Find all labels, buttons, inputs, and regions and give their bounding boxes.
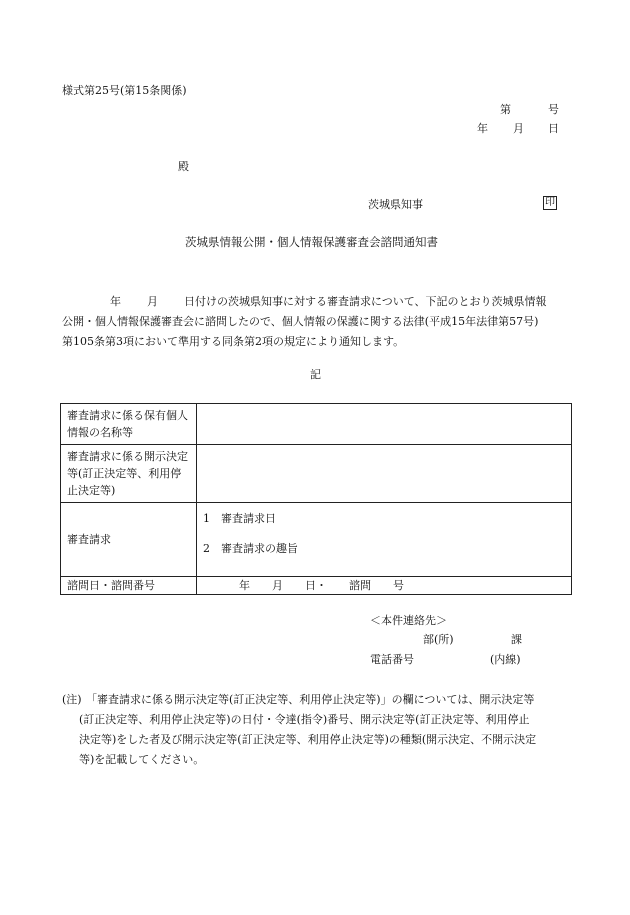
contact-heading: ＜本件連絡先＞: [370, 614, 447, 627]
seal-mark: 印: [545, 197, 555, 208]
date-year-label: 年: [477, 122, 488, 135]
date-month-label: 月: [513, 122, 524, 135]
request-purpose-item: 2 審査請求の趣旨: [203, 542, 298, 555]
recipient-honorific: 殿: [178, 160, 189, 173]
footnote-line-3: 決定等)をした者及び開示決定等(訂正決定等、利用停止決定等)の種類(開示決定、不開示決定: [79, 733, 537, 746]
contact-section: 課: [511, 633, 522, 646]
date-day-label: 日: [548, 122, 559, 135]
inquiry-table: [60, 403, 572, 595]
body-line-1: [62, 292, 582, 312]
request-date-item: 1 審査請求日: [203, 512, 276, 525]
number-label-go: 号: [548, 103, 559, 116]
footnote-line-2: (訂正決定等、利用停止決定等)の日付・令達(指令)番号、開示決定等(訂正決定等、利用停止: [79, 713, 530, 726]
contact-dept: 部(所): [423, 633, 454, 646]
footnote-line-1: [62, 690, 582, 710]
body-line-2: 公開・個人情報保護審査会に諮問したので、個人情報の保護に関する法律(平成15年法律第57号): [62, 315, 539, 328]
footnote: [62, 690, 582, 770]
body-year: 年: [110, 295, 121, 308]
body-line-1-text: 日付けの茨城県知事に対する審査請求について、下記のとおり茨城県情報: [184, 295, 547, 308]
footnote-line-4: 等)を記載してください。: [79, 753, 205, 766]
table-row: [61, 503, 572, 577]
number-label-dai: 第: [500, 103, 511, 116]
row-label-disclosure-decision: 審査請求に係る開示決定等(訂正決定等、利用停止決定等): [61, 445, 197, 503]
footnote-first-line: 「審査請求に係る開示決定等(訂正決定等、利用停止決定等)」の欄については、開示決定等: [86, 693, 535, 706]
contact-phone-label: 電話番号: [370, 653, 414, 666]
row-value-personal-info: [197, 404, 572, 445]
body-paragraph: [62, 292, 582, 352]
row-value-request: [197, 503, 572, 577]
row-label-personal-info: 審査請求に係る保有個人情報の名称等: [61, 404, 197, 445]
footnote-prefix: (注): [62, 693, 82, 706]
body-month: 月: [147, 295, 158, 308]
row-value-disclosure-decision: [197, 445, 572, 503]
document-title: 茨城県情報公開・個人情報保護審査会諮問通知書: [185, 235, 438, 249]
table-row: [61, 404, 572, 445]
contact-extension: (内線): [490, 653, 521, 666]
table-row: [61, 577, 572, 595]
row-value-inquiry-date-number: 年 月 日・ 諮問 号: [197, 577, 572, 595]
sender-name: 茨城県知事: [368, 198, 423, 211]
row-label-inquiry-date-number: 諮問日・諮問番号: [61, 577, 197, 595]
table-row: [61, 445, 572, 503]
row-label-request: 審査請求: [61, 503, 197, 577]
form-number: 様式第25号(第15条関係): [62, 84, 187, 97]
body-line-3: 第105条第3項において準用する同条第2項の規定により通知します。: [62, 335, 405, 348]
ki-heading: 記: [310, 368, 321, 381]
